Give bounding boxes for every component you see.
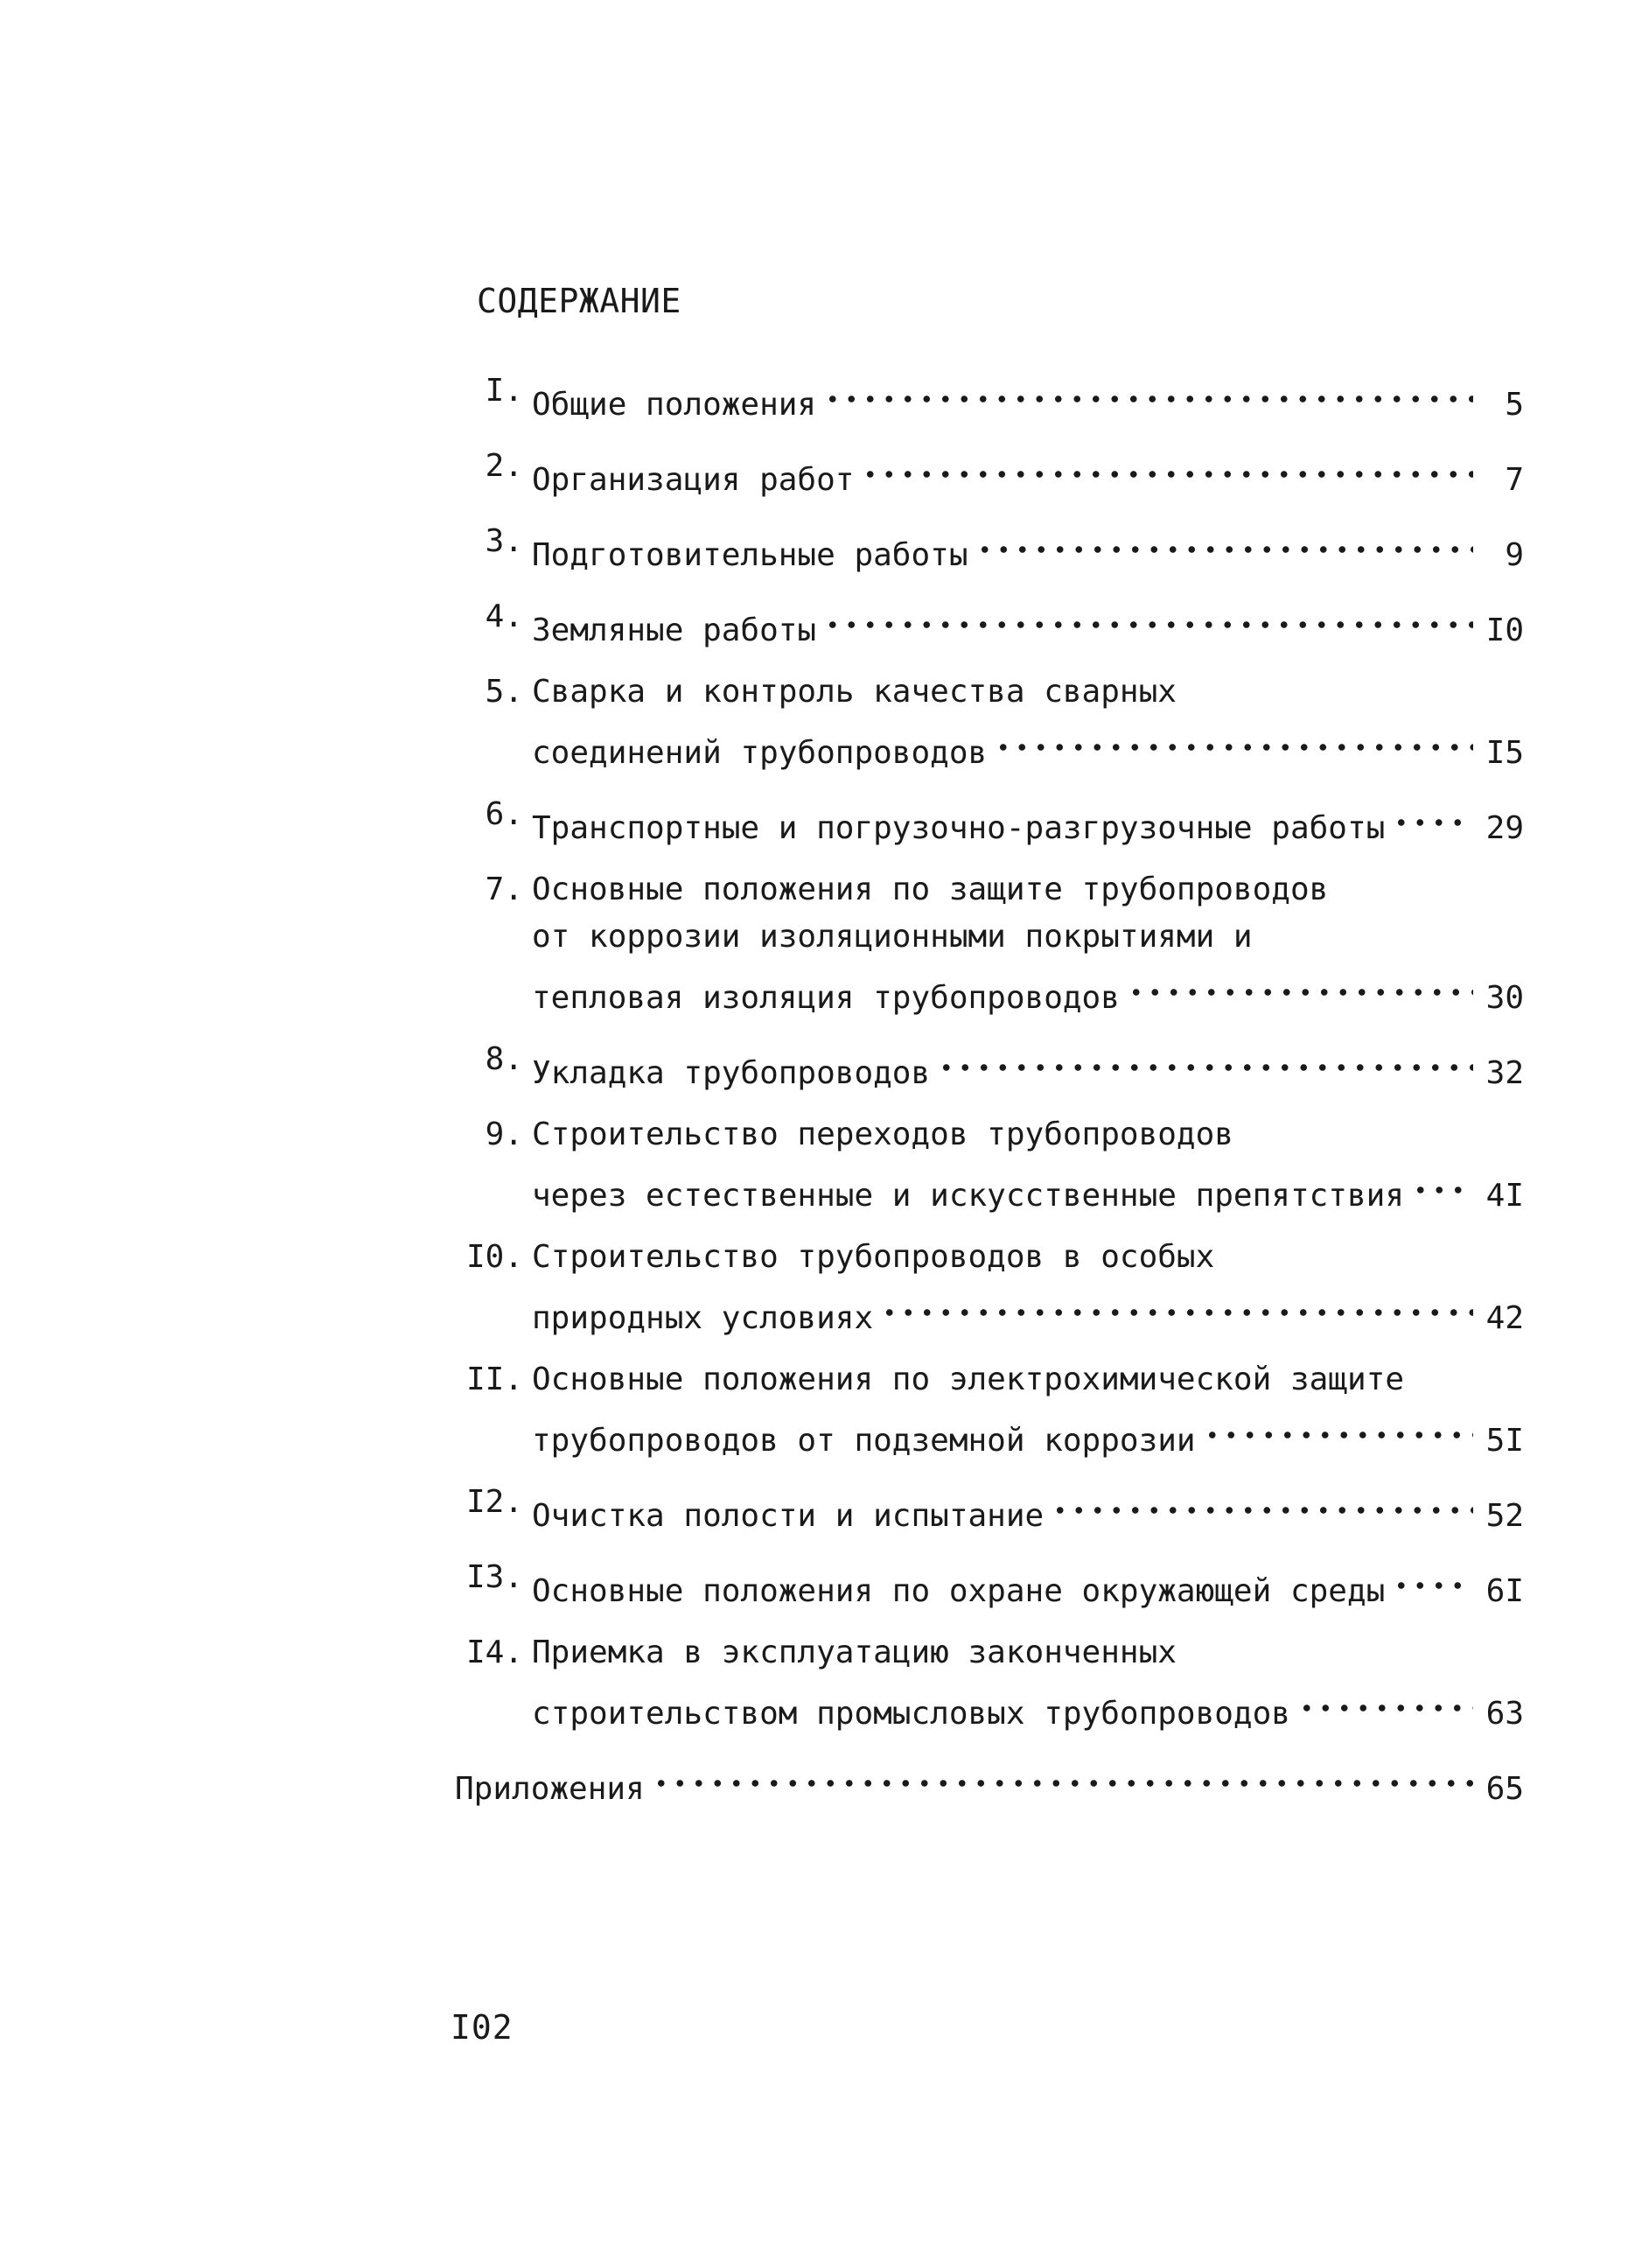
toc-entry-title-line: трубопроводов от подземной коррозии	[532, 1423, 1196, 1459]
dot-leader	[1392, 791, 1473, 838]
table-of-contents	[455, 368, 1524, 1827]
toc-entry-title-line: Приемка в эксплуатацию законченных	[532, 1634, 1177, 1670]
toc-entry-title-line: Основные положения по защите трубопроводов	[532, 872, 1329, 907]
toc-entry-title-line: соединений трубопроводов	[532, 735, 988, 771]
toc-entry-title-line: Строительство переходов трубопроводов	[532, 1116, 1233, 1152]
toc-entry-page: 5	[1505, 387, 1524, 423]
toc-entry-number: 8.	[485, 1041, 523, 1077]
toc-entry-title-line: строительством промысловых трубопроводов	[532, 1696, 1290, 1732]
toc-entry	[455, 1554, 1524, 1615]
toc-entry-number: 9.	[485, 1116, 523, 1152]
dot-leader	[975, 518, 1474, 565]
dot-leader	[652, 1752, 1473, 1799]
toc-entry	[455, 1111, 1524, 1220]
dot-leader	[861, 443, 1473, 490]
toc-entry-page: 6I	[1485, 1573, 1524, 1609]
toc-entry	[455, 518, 1524, 579]
toc-entry	[455, 1479, 1524, 1540]
dot-leader	[1203, 1404, 1473, 1451]
toc-entry	[455, 1356, 1524, 1465]
toc-entry-page: 63	[1485, 1696, 1524, 1732]
dot-leader	[1127, 961, 1473, 1008]
toc-entry-number: I.	[485, 373, 523, 409]
toc-entry-number: I4.	[465, 1634, 523, 1670]
toc-entry-page: 5I	[1485, 1423, 1524, 1459]
toc-entry	[455, 668, 1524, 777]
dot-leader	[994, 716, 1473, 763]
toc-entry-number: 6.	[485, 796, 523, 832]
toc-entry-title-line: Строительство трубопроводов в особых	[532, 1239, 1215, 1275]
toc-entry	[455, 593, 1524, 654]
dot-leader	[880, 1281, 1473, 1328]
toc-entry-page: 7	[1505, 462, 1524, 498]
toc-entry-page: I0	[1485, 612, 1524, 648]
toc-entry-title-line: Основные положения по электрохимической защите	[532, 1362, 1404, 1397]
dot-leader	[823, 593, 1473, 640]
toc-entry-number: I0.	[465, 1239, 523, 1275]
toc-entry	[455, 1036, 1524, 1097]
toc-entry-title: Очистка полости и испытание	[532, 1498, 1045, 1534]
toc-entry-title: Общие положения	[532, 387, 817, 423]
dot-leader	[1411, 1158, 1473, 1206]
toc-entry-number: 3.	[485, 523, 523, 559]
toc-entry-title-line: природных условиях	[532, 1300, 874, 1336]
toc-entry-title-line: тепловая изоляция трубопроводов	[532, 980, 1120, 1016]
toc-entry-title: Укладка трубопроводов	[532, 1055, 931, 1091]
toc-entry-title-line: через естественные и искусственные препятствия	[532, 1178, 1404, 1214]
toc-entry-number: 5.	[485, 674, 523, 710]
dot-leader	[1297, 1676, 1473, 1724]
toc-entry-number: I3.	[465, 1559, 523, 1595]
toc-entry-appendix	[455, 1752, 1524, 1813]
toc-entry-page: 4I	[1485, 1178, 1524, 1214]
toc-entry-page: 65	[1485, 1771, 1524, 1807]
toc-entry-page: 32	[1485, 1055, 1524, 1091]
toc-appendix-title: Приложения	[455, 1771, 645, 1807]
toc-entry-number: I2.	[465, 1484, 523, 1520]
dot-leader	[1392, 1554, 1473, 1601]
toc-heading: СОДЕРЖАНИЕ	[477, 282, 681, 320]
toc-entry-page: 29	[1485, 810, 1524, 846]
toc-entry-title: Транспортные и погрузочно-разгрузочные работы	[532, 810, 1386, 846]
toc-entry	[455, 443, 1524, 504]
toc-entry-page: 42	[1485, 1300, 1524, 1336]
toc-entry	[455, 866, 1524, 1022]
toc-entry-title: Организация работ	[532, 462, 855, 498]
toc-entry-title: Земляные работы	[532, 612, 817, 648]
toc-entry-number: 4.	[485, 598, 523, 634]
dot-leader	[937, 1036, 1473, 1083]
toc-entry-page: 30	[1485, 980, 1524, 1016]
dot-leader	[823, 368, 1473, 415]
toc-entry	[455, 1234, 1524, 1342]
toc-entry-page: 9	[1505, 537, 1524, 573]
toc-entry-title: Подготовительные работы	[532, 537, 968, 573]
toc-entry-title: Основные положения по охране окружающей среды	[532, 1573, 1386, 1609]
dot-leader	[1051, 1479, 1473, 1526]
toc-entry	[455, 1629, 1524, 1738]
toc-entry	[455, 368, 1524, 429]
toc-entry-page: 52	[1485, 1498, 1524, 1534]
toc-entry-title-line: от коррозии изоляционными покрытиями и	[532, 919, 1253, 955]
toc-entry	[455, 791, 1524, 852]
page-number: I02	[451, 2008, 514, 2047]
toc-entry-number: 2.	[485, 448, 523, 484]
toc-entry-title-line: Сварка и контроль качества сварных	[532, 674, 1177, 710]
toc-entry-number: 7.	[485, 872, 523, 907]
toc-entry-page: I5	[1485, 735, 1524, 771]
toc-entry-number: II.	[465, 1362, 523, 1397]
